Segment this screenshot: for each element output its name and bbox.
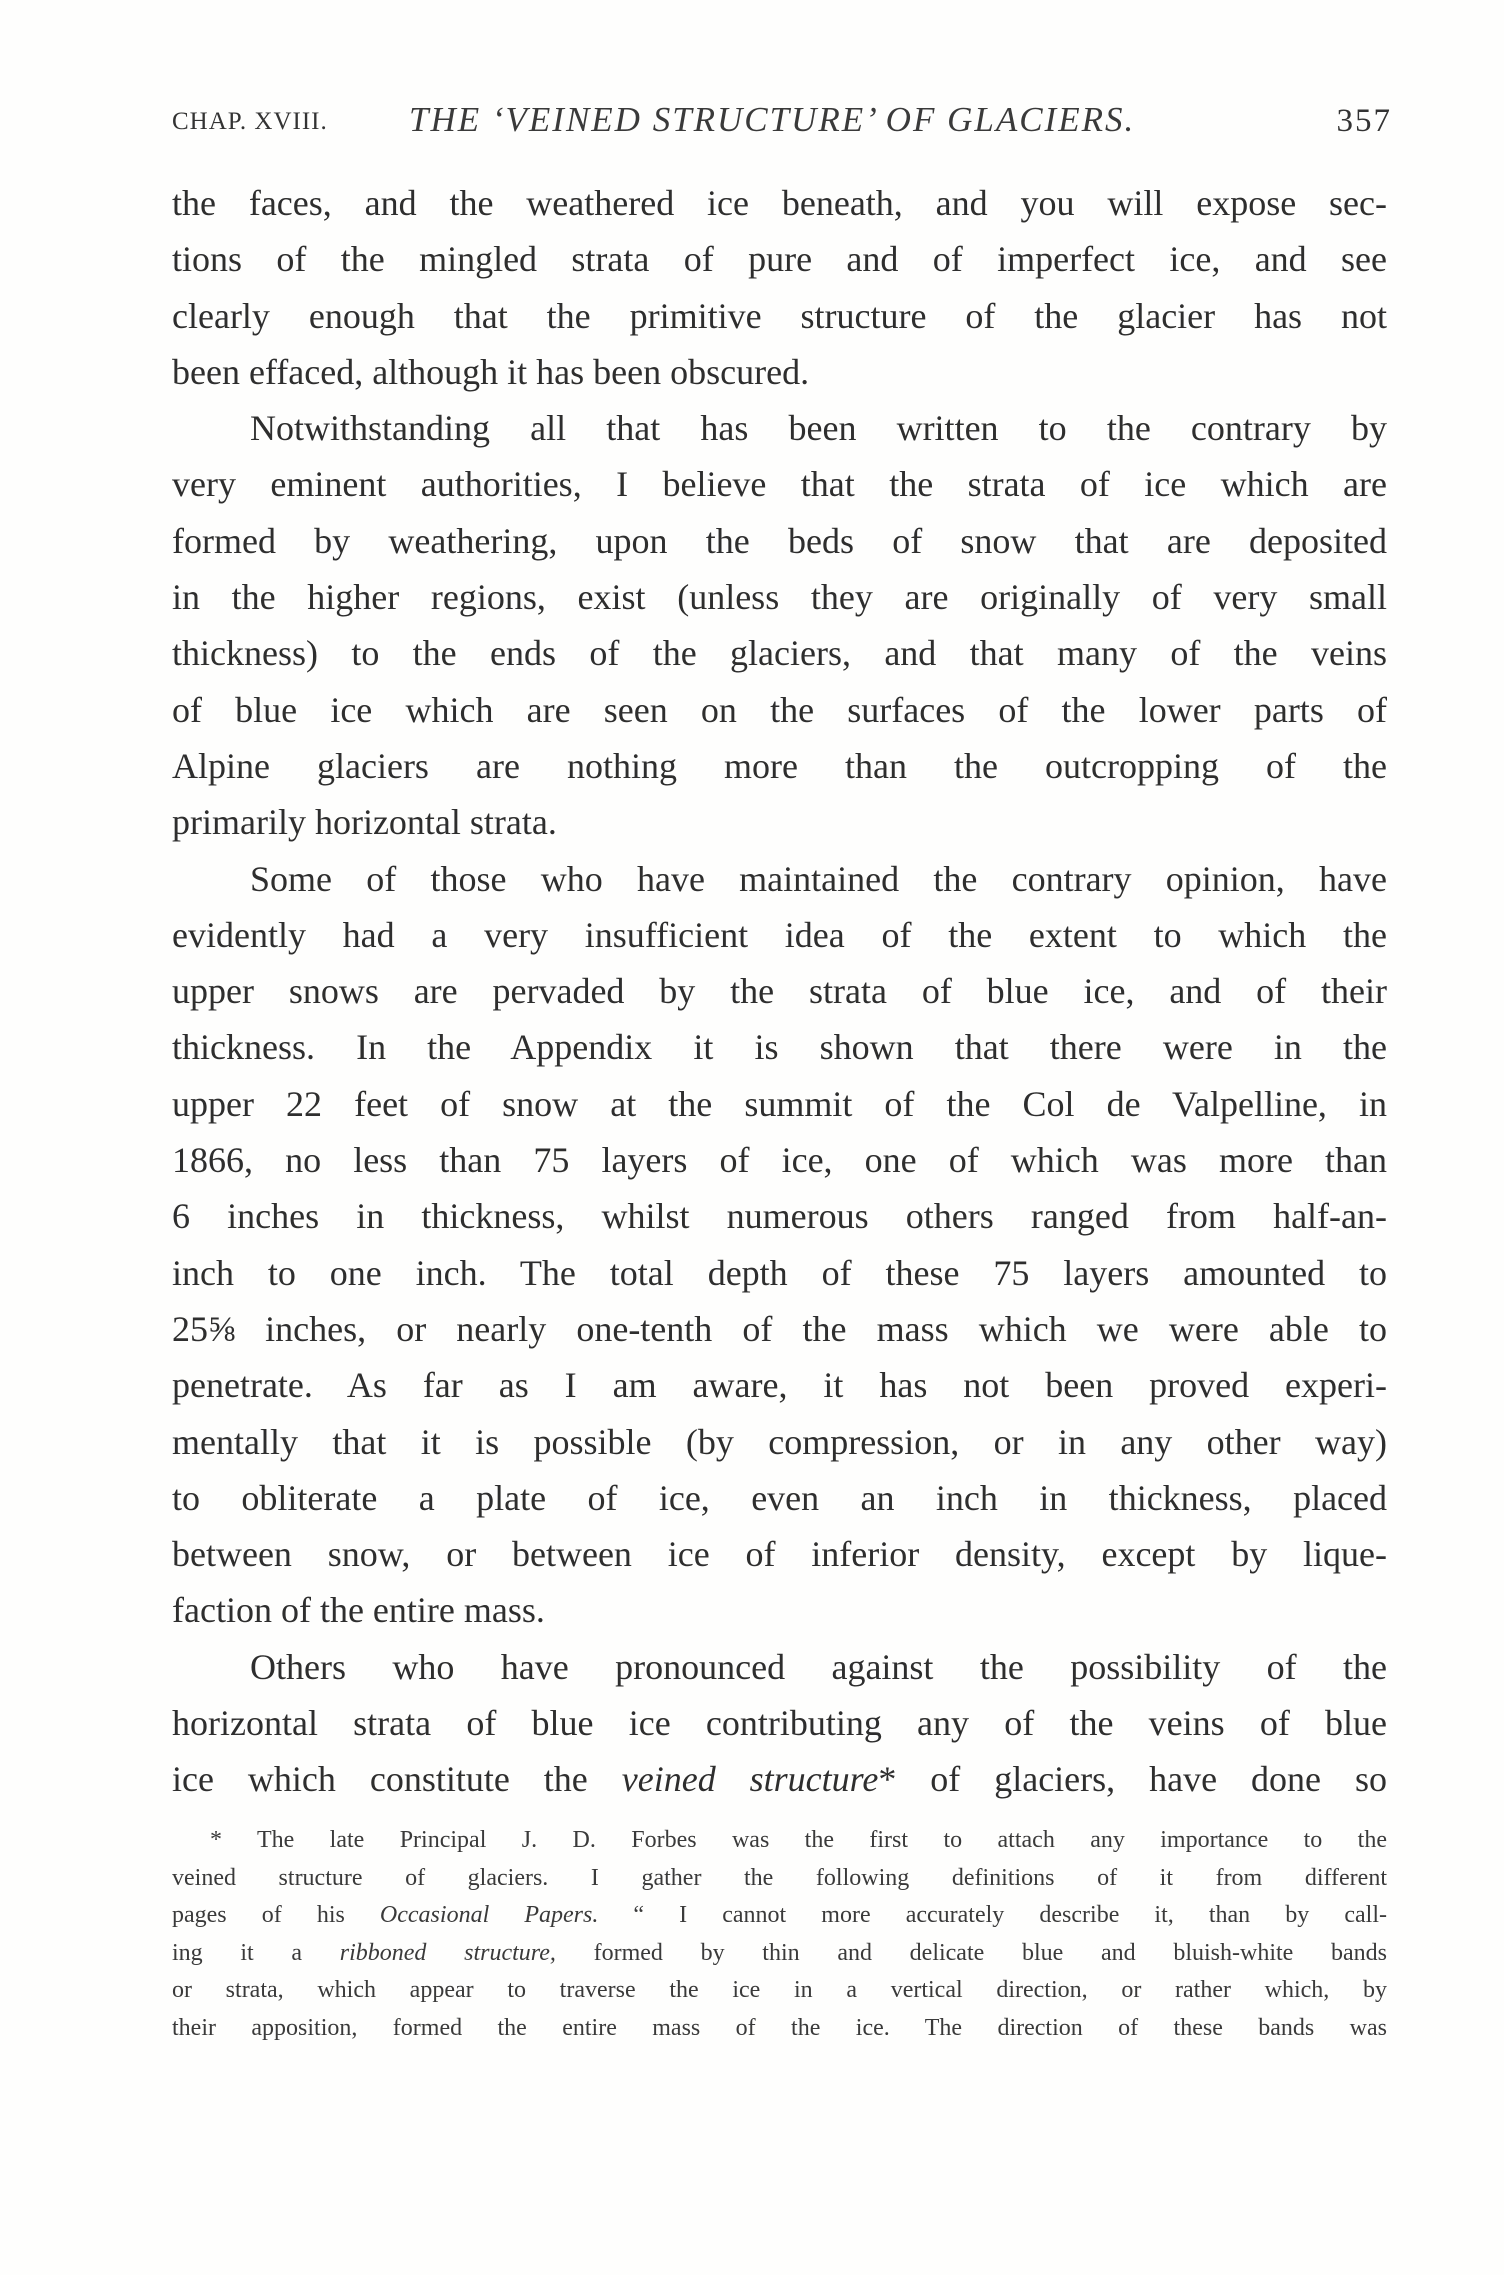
text-line: formed by weathering, upon the beds of snow that are deposited: [172, 520, 1387, 561]
text-line: penetrate. As far as I am aware, it has not been proved experi-: [172, 1365, 1387, 1406]
text-segment: * of glaciers, have done so: [878, 1759, 1387, 1800]
italic-term: veined structure: [621, 1759, 879, 1800]
text-line: in the higher regions, exist (unless they are originally of very small: [172, 577, 1387, 618]
text-line: inch to one inch. The total depth of these 75 layers amounted to: [172, 1252, 1387, 1293]
text-line: primarily horizontal strata.: [172, 802, 557, 843]
text-line: thickness) to the ends of the glaciers, and that many of the veins: [172, 633, 1387, 674]
text-line: evidently had a very insufficient idea of the extent to which the: [172, 914, 1387, 955]
footnote-line: veined structure of glaciers. I gather the following definitions of it from different: [172, 1864, 1387, 1891]
body-text: [172, 175, 1387, 1808]
text-line: Some of those who have maintained the contrary opinion, have: [250, 858, 1387, 899]
text-segment: ing it a: [172, 1939, 340, 1966]
text-line: the faces, and the weathered ice beneath, and you will expose sec-: [172, 183, 1387, 223]
text-line: 6 inches in thickness, whilst numerous others ranged from half-an-: [172, 1196, 1387, 1237]
running-title: THE ‘VEINED STRUCTURE’ OF GLACIERS.: [409, 100, 1136, 139]
text-line: [172, 1751, 1387, 1807]
text-line: horizontal strata of blue ice contributing any of the veins of blue: [172, 1703, 1387, 1744]
text-line: to obliterate a plate of ice, even an inch in thickness, placed: [172, 1477, 1387, 1518]
footnote-line: or strata, which appear to traverse the ice in a vertical direction, or rather which, by: [172, 1977, 1387, 2004]
text-line: 1866, no less than 75 layers of ice, one of which was more than: [172, 1140, 1387, 1181]
text-line: been effaced, although it has been obscured.: [172, 351, 810, 392]
text-line: thickness. In the Appendix it is shown that there were in the: [172, 1027, 1387, 1068]
footnote-line: [172, 1935, 1387, 1973]
footnote: [172, 1822, 1387, 2048]
text-line: faction of the entire mass.: [172, 1590, 545, 1631]
text-line: between snow, or between ice of inferior density, except by lique-: [172, 1534, 1387, 1575]
text-line: mentally that it is possible (by compression, or in any other way): [172, 1421, 1387, 1462]
footnote-line: * The late Principal J. D. Forbes was the first to attach any importance to the: [210, 1827, 1387, 1853]
text-line: upper 22 feet of snow at the summit of the Col de Valpelline, in: [172, 1083, 1387, 1124]
italic-term: ribboned structure,: [339, 1939, 556, 1966]
text-line: very eminent authorities, I believe that the strata of ice which are: [172, 464, 1387, 505]
page-header: [172, 100, 1392, 150]
text-line: tions of the mingled strata of pure and of imperfect ice, and see: [172, 239, 1387, 280]
footnote-line: [172, 1897, 1387, 1935]
page-number: 357: [1336, 103, 1392, 139]
text-line: Alpine glaciers are nothing more than the outcropping of the: [172, 745, 1387, 786]
italic-title: Occasional Papers.: [379, 1902, 599, 1929]
text-line: Others who have pronounced against the possibility of the: [250, 1646, 1387, 1687]
text-line: of blue ice which are seen on the surfaces of the lower parts of: [172, 689, 1387, 730]
text-line: clearly enough that the primitive structure of the glacier has not: [172, 295, 1387, 336]
text-segment: pages of his: [172, 1902, 380, 1929]
chapter-label: CHAP. XVIII.: [172, 108, 328, 135]
text-line: Notwithstanding all that has been written to the contrary by: [250, 408, 1387, 449]
text-segment: formed by thin and delicate blue and bluish-white bands: [555, 1939, 1388, 1966]
text-line: upper snows are pervaded by the strata of blue ice, and of their: [172, 971, 1387, 1012]
footnote-line: their apposition, formed the entire mass of the ice. The direction of these bands was: [172, 2014, 1387, 2041]
text-line: 25⅝ inches, or nearly one-tenth of the mass which we were able to: [172, 1308, 1387, 1349]
text-segment: “ I cannot more accurately describe it, than by call-: [598, 1902, 1387, 1929]
text-segment: ice which constitute the: [172, 1759, 622, 1800]
